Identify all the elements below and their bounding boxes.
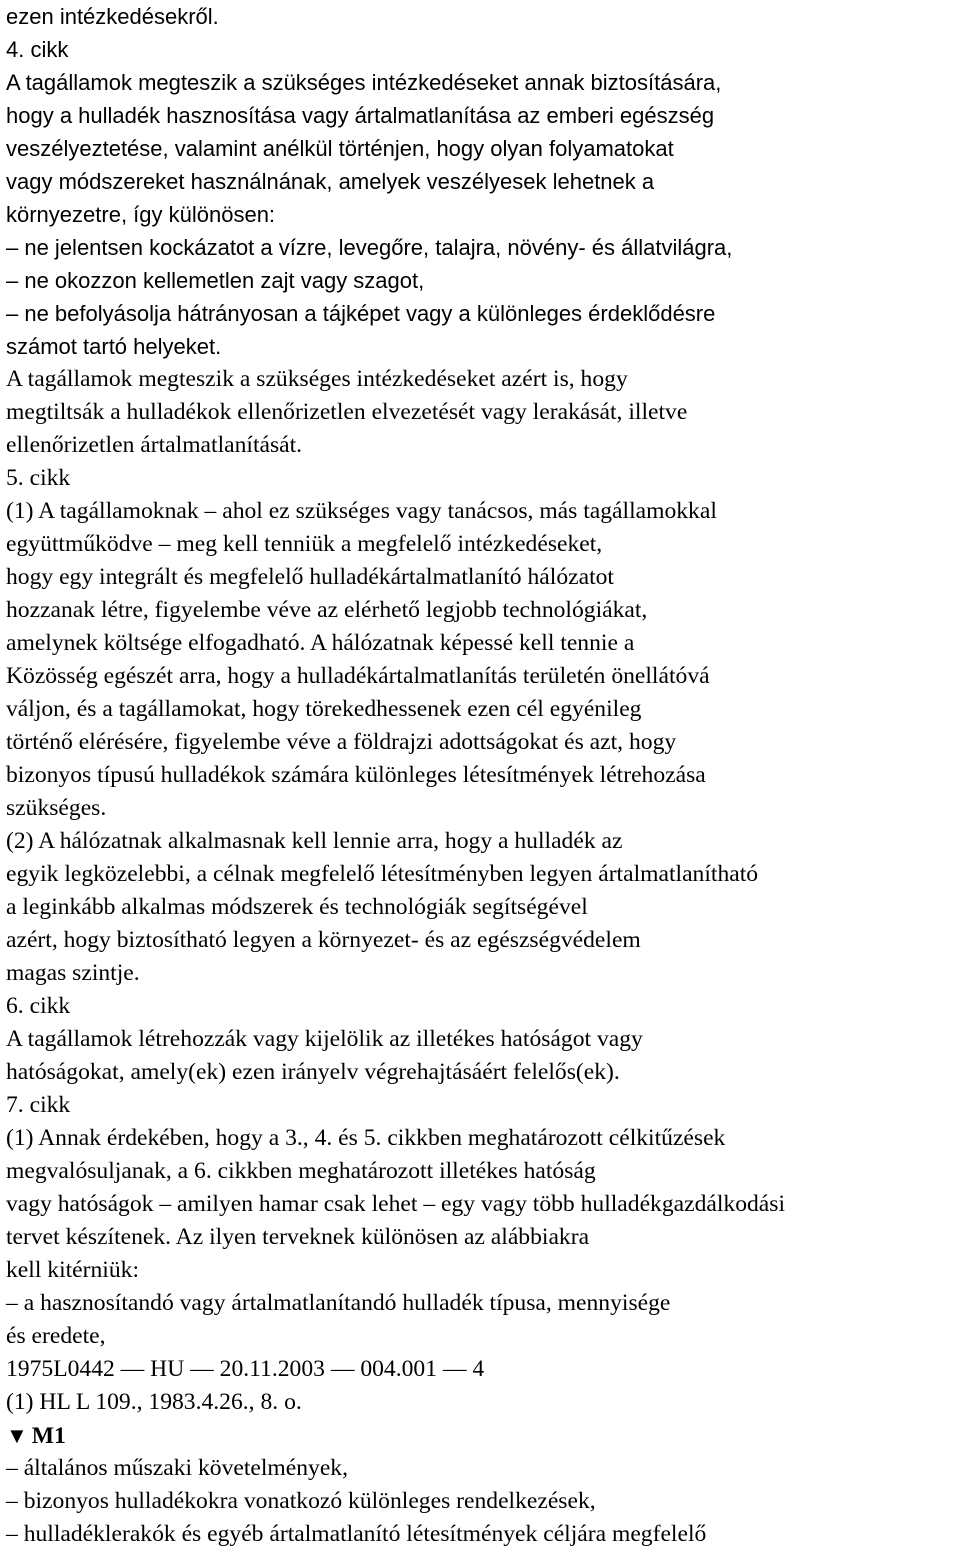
text-line: tervet készítenek. Az ilyen terveknek különösen az alábbiakra <box>6 1224 590 1250</box>
article-heading: 5. cikk <box>6 465 71 491</box>
page-footer: 1975L0442 — HU — 20.11.2003 — 004.001 — 4 <box>6 1356 485 1382</box>
text-line: történő elérésére, figyelembe véve a földrajzi adottságokat és azt, hogy <box>6 729 677 755</box>
text-line: egyik legközelebbi, a célnak megfelelő létesítményben legyen ártalmatlanítható <box>6 861 759 887</box>
text-line: (2) A hálózatnak alkalmasnak kell lennie arra, hogy a hulladék az <box>6 828 623 854</box>
text-line: (1) A tagállamoknak – ahol ez szükséges vagy tanácsos, más tagállamokkal <box>6 498 717 524</box>
text-line: a leginkább alkalmas módszerek és technológiák segítségével <box>6 894 588 920</box>
text-line: hatóságokat, amely(ek) ezen irányelv végrehajtásáért felelős(ek). <box>6 1059 620 1085</box>
amendment-marker <box>6 1419 66 1452</box>
list-item: – hulladéklerakók és egyéb ártalmatlanító létesítmények céljára megfelelő <box>6 1521 707 1547</box>
text-line: megtiltsák a hulladékok ellenőrizetlen elvezetését vagy lerakását, illetve <box>6 399 688 425</box>
list-item: – ne befolyásolja hátrányosan a tájképet vagy a különleges érdeklődésre <box>6 301 716 326</box>
text-line: A tagállamok létrehozzák vagy kijelölik az illetékes hatóságot vagy <box>6 1026 643 1052</box>
text-line: együttműködve – meg kell tenniük a megfelelő intézkedéseket, <box>6 531 603 557</box>
text-line: hogy egy integrált és megfelelő hulladékártalmatlanító hálózatot <box>6 564 614 590</box>
text-line: azért, hogy biztosítható legyen a környezet- és az egészségvédelem <box>6 927 641 953</box>
text-line: vagy módszereket használnának, amelyek veszélyesek lehetnek a <box>6 169 655 194</box>
list-item: – ne jelentsen kockázatot a vízre, levegőre, talajra, növény- és állatvilágra, <box>6 235 733 260</box>
list-item: – bizonyos hulladékokra vonatkozó különleges rendelkezések, <box>6 1488 596 1514</box>
text-line: környezetre, így különösen: <box>6 202 276 227</box>
text-line: amelynek költsége elfogadható. A hálózatnak képessé kell tennie a <box>6 630 635 656</box>
text-line: A tagállamok megteszik a szükséges intézkedéseket azért is, hogy <box>6 366 628 392</box>
article-heading: 4. cikk <box>6 37 69 62</box>
text-line: hozzanak létre, figyelembe véve az elérhető legjobb technológiákat, <box>6 597 648 623</box>
amendment-label: M1 <box>31 1423 66 1449</box>
triangle-down-icon: ▼ <box>6 1423 28 1448</box>
text-line: vagy hatóságok – amilyen hamar csak lehet – egy vagy több hulladékgazdálkodási <box>6 1191 786 1217</box>
text-line: váljon, és a tagállamokat, hogy törekedhessenek ezen cél egyénileg <box>6 696 642 722</box>
text-line: megvalósuljanak, a 6. cikkben meghatározott illetékes hatóság <box>6 1158 596 1184</box>
article-heading: 6. cikk <box>6 993 71 1019</box>
text-line: számot tartó helyeket. <box>6 334 222 359</box>
text-line: (1) Annak érdekében, hogy a 3., 4. és 5. cikkben meghatározott célkitűzések <box>6 1125 726 1151</box>
text-line: veszélyeztetése, valamint anélkül történjen, hogy olyan folyamatokat <box>6 136 674 161</box>
article-heading: 7. cikk <box>6 1092 71 1118</box>
text-line: ellenőrizetlen ártalmatlanítását. <box>6 432 303 458</box>
text-line: kell kitérniük: <box>6 1257 140 1283</box>
text-line: bizonyos típusú hulladékok számára különleges létesítmények létrehozása <box>6 762 706 788</box>
text-line: A tagállamok megteszik a szükséges intézkedéseket annak biztosítására, <box>6 70 722 95</box>
text-line: magas szintje. <box>6 960 140 986</box>
list-item: – a hasznosítandó vagy ártalmatlanítandó hulladék típusa, mennyisége <box>6 1290 671 1316</box>
footnote: (1) HL L 109., 1983.4.26., 8. o. <box>6 1389 302 1415</box>
list-item: – általános műszaki követelmények, <box>6 1455 349 1481</box>
text-line: szükséges. <box>6 795 107 821</box>
text-line: ezen intézkedésekről. <box>6 4 219 29</box>
text-line: és eredete, <box>6 1323 106 1349</box>
text-line: hogy a hulladék hasznosítása vagy ártalmatlanítása az emberi egészség <box>6 103 715 128</box>
text-line: Közösség egészét arra, hogy a hulladékártalmatlanítás területén önellátóvá <box>6 663 710 689</box>
list-item: – ne okozzon kellemetlen zajt vagy szagot, <box>6 268 425 293</box>
